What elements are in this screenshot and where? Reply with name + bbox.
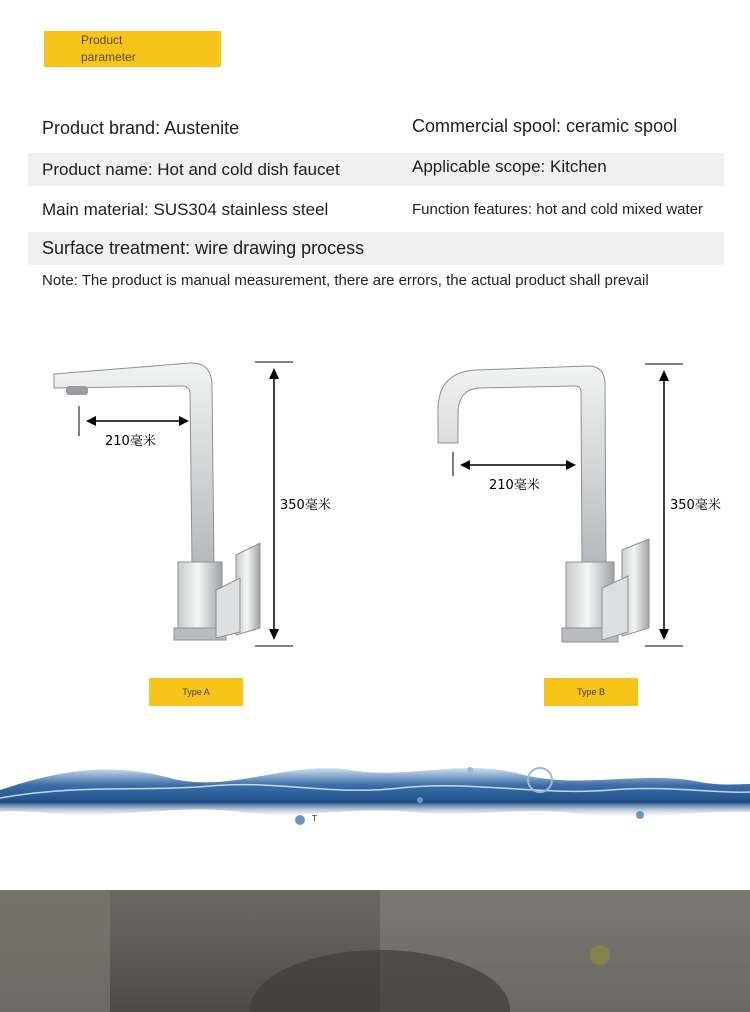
typeB-height-label: 350毫米 — [670, 498, 721, 513]
type-b-badge: Type B — [544, 678, 638, 706]
typeA-reach-label: 210毫米 — [105, 434, 156, 449]
param-row — [28, 112, 724, 145]
measurement-note: Note: The product is manual measurement, there are errors, the actual product shall prevail — [42, 272, 649, 289]
param-row — [28, 153, 724, 186]
faucet-type-b-diagram — [430, 350, 730, 670]
typeB-reach-label: 210毫米 — [489, 478, 540, 493]
water-wave-graphic — [0, 740, 750, 850]
param-features: Function features: hot and cold mixed water — [412, 201, 703, 218]
param-spool: Commercial spool: ceramic spool — [412, 116, 678, 136]
param-brand: Product brand: Austenite — [42, 118, 240, 138]
param-row — [28, 232, 724, 265]
typeA-height-label: 350毫米 — [280, 498, 331, 513]
section-badge — [44, 31, 221, 67]
param-row — [28, 193, 724, 226]
kitchen-photo — [0, 890, 750, 1012]
aerator-icon — [66, 386, 88, 395]
type-a-badge: Type A — [149, 678, 243, 706]
param-name: Product name: Hot and cold dish faucet — [42, 160, 340, 179]
param-scope: Applicable scope: Kitchen — [412, 157, 607, 176]
param-material: Main material: SUS304 stainless steel — [42, 200, 329, 219]
param-surface: Surface treatment: wire drawing process — [42, 238, 365, 258]
badge-line-2: parameter — [81, 50, 136, 64]
wave-mark: T — [312, 814, 317, 823]
badge-line-1: Product — [81, 33, 123, 47]
faucet-type-a-diagram — [40, 350, 340, 670]
